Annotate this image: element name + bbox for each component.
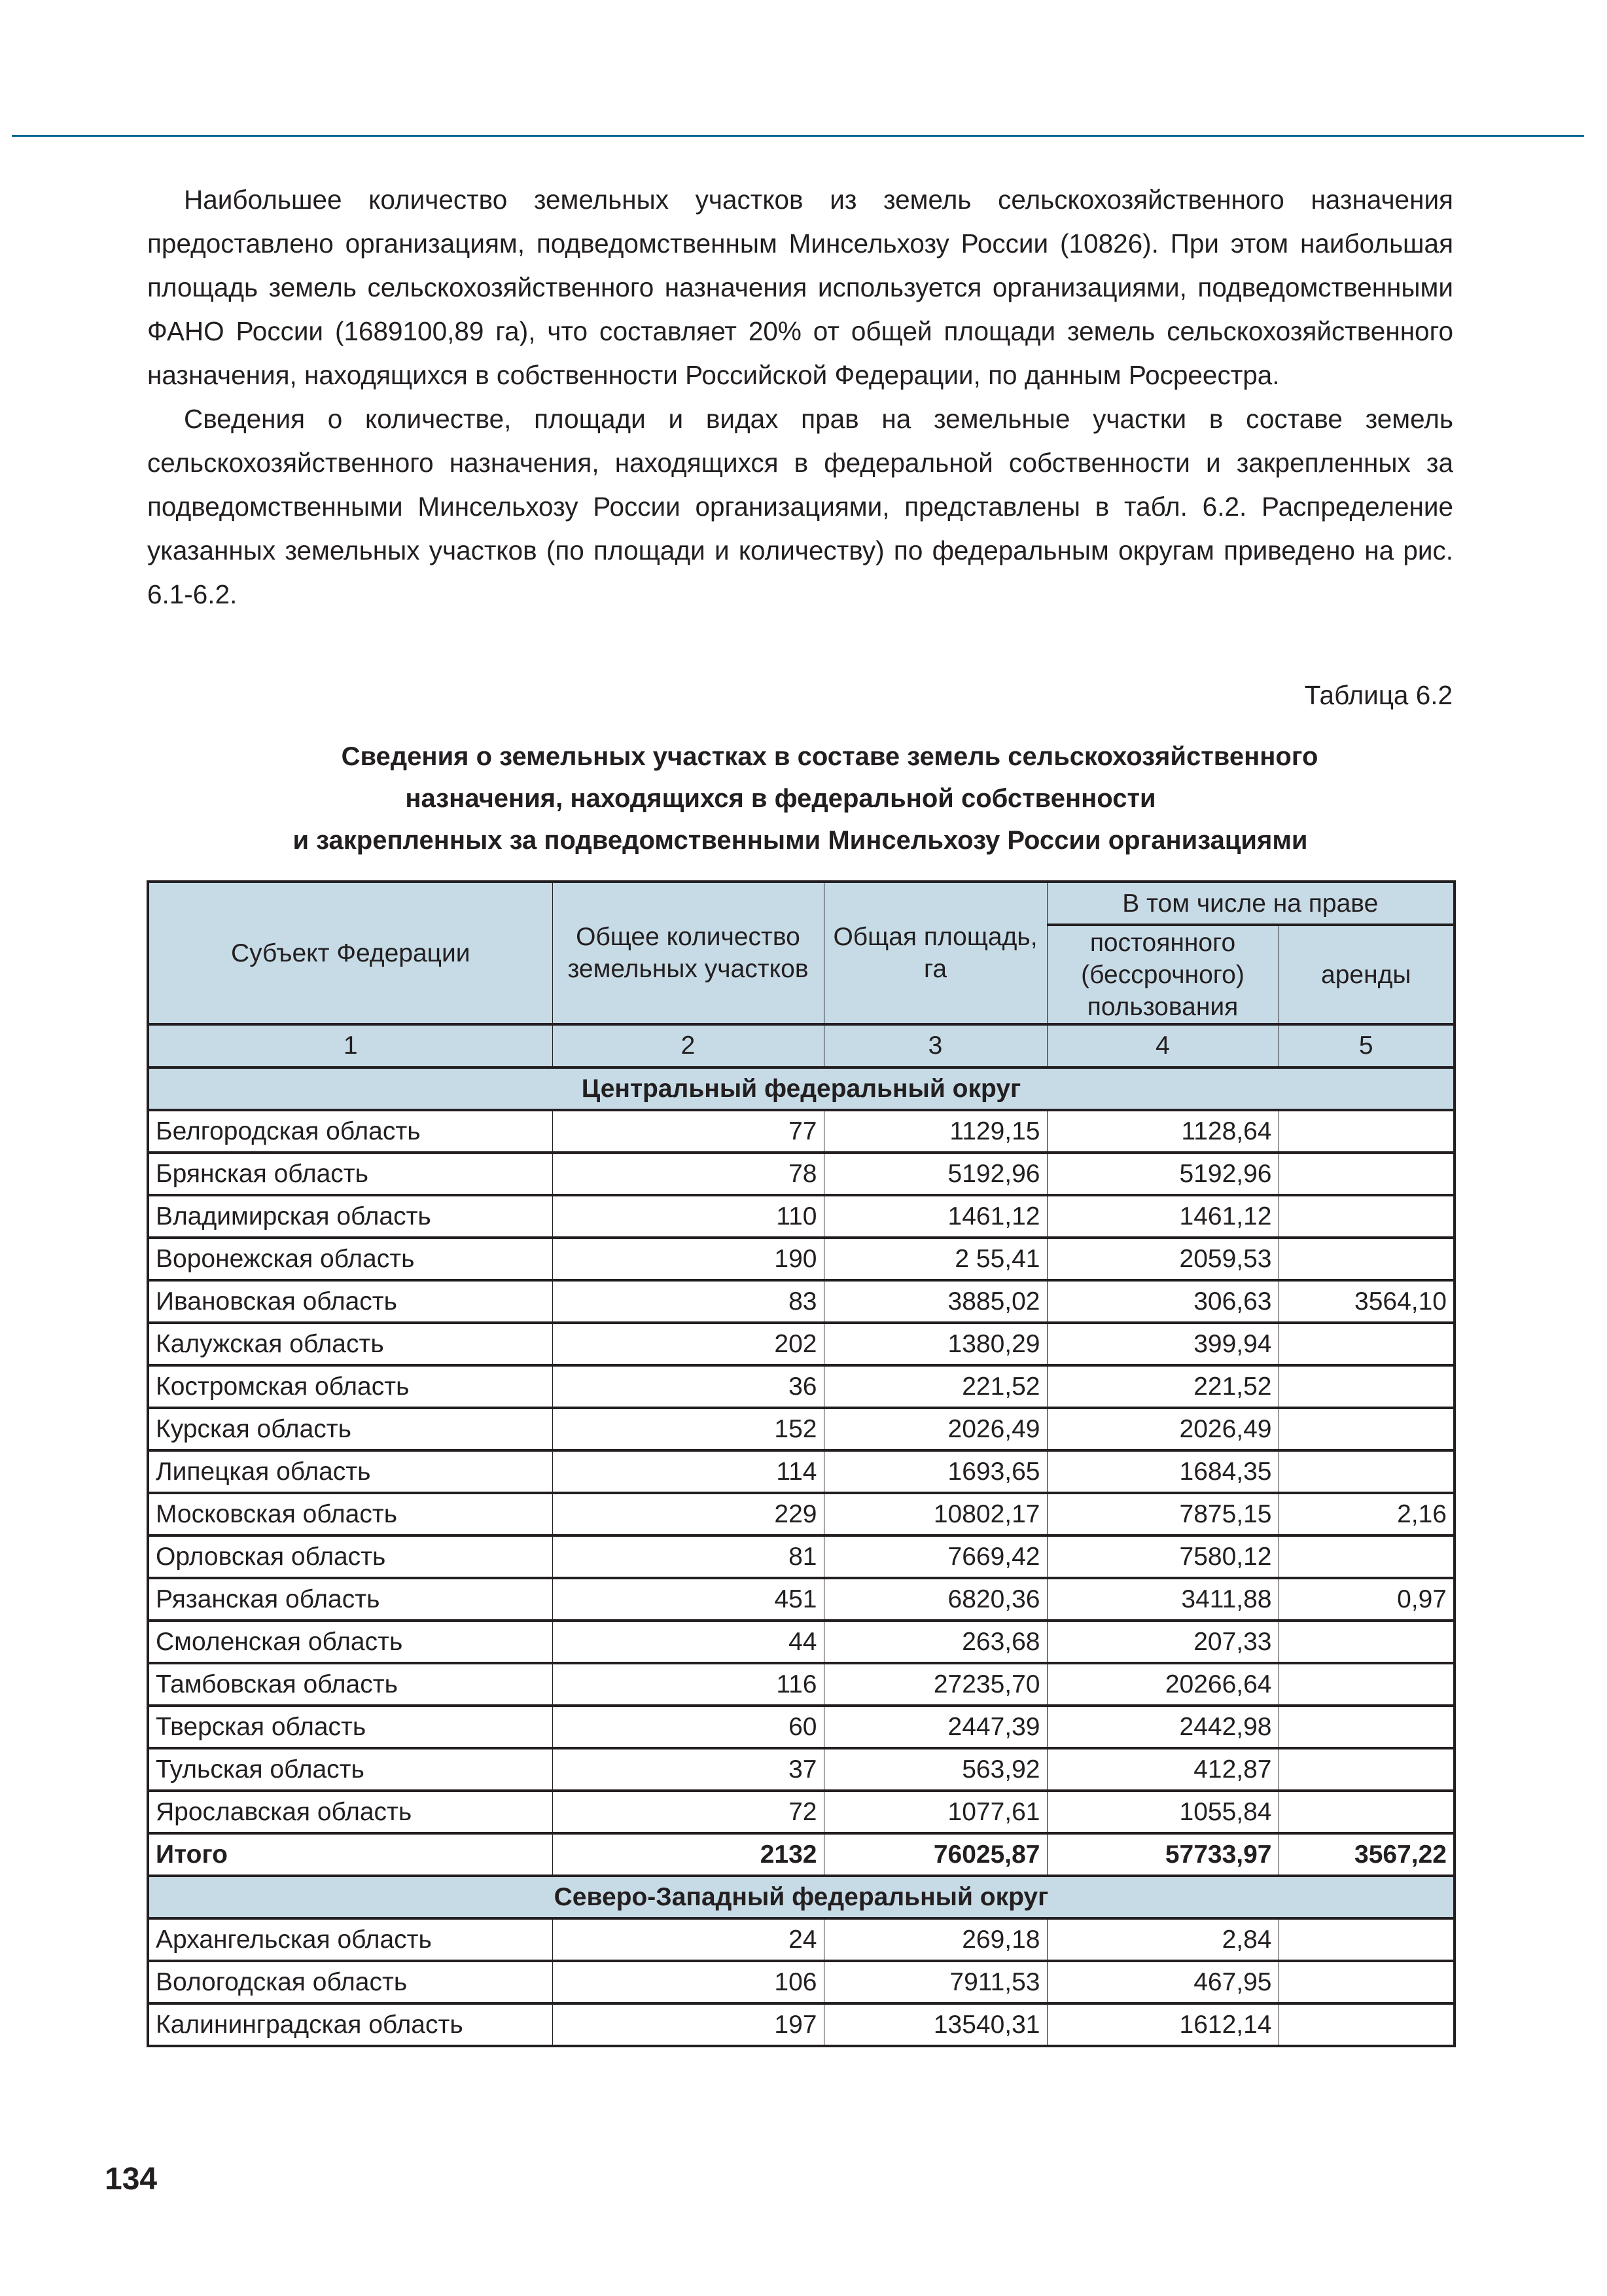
cell-lease [1279,1450,1455,1493]
subject-name: Архангельская область [148,1918,552,1961]
cell-area: 1129,15 [824,1110,1047,1153]
cell-area: 1077,61 [824,1791,1047,1833]
cell-area: 13540,31 [824,2003,1047,2046]
subject-name: Рязанская область [148,1578,552,1621]
subject-name: Курская область [148,1408,552,1450]
section-row [148,1876,1455,1918]
cell-permanent: 57733,97 [1047,1833,1279,1876]
table-row [148,1280,1455,1323]
table-row [148,1493,1455,1535]
cell-count: 60 [552,1706,824,1748]
table-caption-line: и закрепленных за подведомственными Минсельхозу России организациями [292,826,1308,855]
header-permanent-use: постоянного (бессрочного) пользования [1047,925,1279,1024]
cell-permanent: 1461,12 [1047,1195,1279,1238]
cell-lease [1279,2003,1455,2046]
table-row [148,1153,1455,1195]
land-plots-table [147,880,1456,2047]
cell-permanent: 20266,64 [1047,1663,1279,1706]
cell-count: 78 [552,1153,824,1195]
subject-name: Воронежская область [148,1238,552,1280]
cell-permanent: 2,84 [1047,1918,1279,1961]
subject-name: Костромская область [148,1365,552,1408]
table-header [148,882,1455,1067]
cell-area: 2026,49 [824,1408,1047,1450]
table-row [148,1706,1455,1748]
table-body [148,1067,1455,2046]
column-number: 3 [824,1024,1047,1067]
cell-lease [1279,1663,1455,1706]
cell-lease [1279,1153,1455,1195]
subject-name: Орловская область [148,1535,552,1578]
header-rule [12,135,1584,137]
table-row [148,2003,1455,2046]
cell-permanent: 1055,84 [1047,1791,1279,1833]
column-number: 4 [1047,1024,1279,1067]
cell-count: 106 [552,1961,824,2003]
cell-count: 77 [552,1110,824,1153]
cell-permanent: 221,52 [1047,1365,1279,1408]
cell-count: 190 [552,1238,824,1280]
cell-area: 10802,17 [824,1493,1047,1535]
table-row [148,1961,1455,2003]
subject-name: Тамбовская область [148,1663,552,1706]
cell-area: 5192,96 [824,1153,1047,1195]
header-subject: Субъект Федерации [148,882,552,1024]
subject-name: Калужская область [148,1323,552,1365]
cell-permanent: 207,33 [1047,1621,1279,1663]
subject-name: Ярославская область [148,1791,552,1833]
cell-lease: 2,16 [1279,1493,1455,1535]
cell-count: 83 [552,1280,824,1323]
subject-name: Московская область [148,1493,552,1535]
table-caption-line: Сведения о земельных участках в составе земель сельскохозяйственного [341,742,1318,771]
cell-permanent: 412,87 [1047,1748,1279,1791]
table-row [148,1663,1455,1706]
cell-lease: 3567,22 [1279,1833,1455,1876]
column-number: 1 [148,1024,552,1067]
cell-lease [1279,1408,1455,1450]
cell-permanent: 2442,98 [1047,1706,1279,1748]
cell-count: 202 [552,1323,824,1365]
cell-count: 110 [552,1195,824,1238]
cell-area: 3885,02 [824,1280,1047,1323]
body-text [147,178,1453,617]
cell-permanent: 2059,53 [1047,1238,1279,1280]
cell-lease [1279,1961,1455,2003]
cell-permanent: 306,63 [1047,1280,1279,1323]
cell-count: 37 [552,1748,824,1791]
cell-permanent: 1128,64 [1047,1110,1279,1153]
table-row [148,1578,1455,1621]
column-number: 2 [552,1024,824,1067]
cell-count: 24 [552,1918,824,1961]
cell-lease [1279,1918,1455,1961]
cell-permanent: 467,95 [1047,1961,1279,2003]
header-rights-group: В том числе на праве [1047,882,1455,925]
cell-lease [1279,1365,1455,1408]
subject-name: Вологодская область [148,1961,552,2003]
cell-lease: 3564,10 [1279,1280,1455,1323]
cell-lease [1279,1238,1455,1280]
table-row [148,1791,1455,1833]
cell-permanent: 7580,12 [1047,1535,1279,1578]
cell-lease [1279,1535,1455,1578]
cell-permanent: 399,94 [1047,1323,1279,1365]
table-row [148,1110,1455,1153]
cell-area: 7669,42 [824,1535,1047,1578]
cell-permanent: 3411,88 [1047,1578,1279,1621]
header-area: Общая площадь, га [824,882,1047,1024]
cell-count: 36 [552,1365,824,1408]
cell-area: 2447,39 [824,1706,1047,1748]
cell-count: 451 [552,1578,824,1621]
cell-lease: 0,97 [1279,1578,1455,1621]
subject-name: Белгородская область [148,1110,552,1153]
table-row [148,1748,1455,1791]
table-row [148,1621,1455,1663]
cell-count: 2132 [552,1833,824,1876]
table-row [148,1918,1455,1961]
table-row [148,1238,1455,1280]
paragraph: Наибольшее количество земельных участков из земель сельскохозяйственного назначения предоставлено организациям, подведомственным Минсельхозу России (10826). При этом наибольшая площадь земель сельскохозяйственного назначения используется организациями, подведомственными ФАНО России (1689100,89 га), что составляет 20% от общей площади земель сельскохозяйственного назначения, находящихся в собственности Российской Федерации, по данным Росреестра. [147,185,1453,390]
paragraph: Сведения о количестве, площади и видах прав на земельные участки в составе земель сельскохозяйственного назначения, находящихся в федеральной собственности и закрепленных за подведомственными Минсельхозу России организациями, представлены в табл. 6.2. Распределение указанных земельных участков (по площади и количеству) по федеральным округам приведено на рис. 6.1-6.2. [147,404,1453,609]
cell-area: 263,68 [824,1621,1047,1663]
subject-name: Итого [148,1833,552,1876]
cell-lease [1279,1706,1455,1748]
cell-permanent: 2026,49 [1047,1408,1279,1450]
cell-area: 2 55,41 [824,1238,1047,1280]
cell-area: 1380,29 [824,1323,1047,1365]
cell-area: 563,92 [824,1748,1047,1791]
cell-count: 72 [552,1791,824,1833]
cell-count: 81 [552,1535,824,1578]
cell-area: 6820,36 [824,1578,1047,1621]
cell-count: 116 [552,1663,824,1706]
column-number: 5 [1279,1024,1455,1067]
total-row [148,1833,1455,1876]
table-row [148,1365,1455,1408]
cell-count: 197 [552,2003,824,2046]
section-row [148,1067,1455,1110]
cell-area: 27235,70 [824,1663,1047,1706]
cell-lease [1279,1110,1455,1153]
subject-name: Калининградская область [148,2003,552,2046]
section-title: Северо-Западный федеральный округ [148,1876,1455,1918]
cell-permanent: 1684,35 [1047,1450,1279,1493]
table-row [148,1408,1455,1450]
table-row [148,1450,1455,1493]
table-caption [147,736,1453,861]
table-number-label: Таблица 6.2 [1304,680,1453,710]
table-caption-line: назначения, находящихся в федеральной собственности [405,784,1156,813]
subject-name: Ивановская область [148,1280,552,1323]
cell-lease [1279,1195,1455,1238]
cell-permanent: 1612,14 [1047,2003,1279,2046]
subject-name: Тверская область [148,1706,552,1748]
table-row [148,1195,1455,1238]
cell-permanent: 7875,15 [1047,1493,1279,1535]
cell-count: 114 [552,1450,824,1493]
cell-count: 152 [552,1408,824,1450]
subject-name: Тульская область [148,1748,552,1791]
table-row [148,1535,1455,1578]
subject-name: Смоленская область [148,1621,552,1663]
cell-count: 44 [552,1621,824,1663]
cell-lease [1279,1791,1455,1833]
cell-area: 7911,53 [824,1961,1047,2003]
cell-area: 221,52 [824,1365,1047,1408]
cell-lease [1279,1323,1455,1365]
table-row [148,1323,1455,1365]
header-count: Общее количество земельных участков [552,882,824,1024]
cell-lease [1279,1621,1455,1663]
cell-permanent: 5192,96 [1047,1153,1279,1195]
cell-area: 269,18 [824,1918,1047,1961]
cell-area: 1461,12 [824,1195,1047,1238]
cell-area: 1693,65 [824,1450,1047,1493]
subject-name: Владимирская область [148,1195,552,1238]
cell-area: 76025,87 [824,1833,1047,1876]
subject-name: Липецкая область [148,1450,552,1493]
header-lease: аренды [1279,925,1455,1024]
cell-lease [1279,1748,1455,1791]
page-number: 134 [105,2162,158,2197]
subject-name: Брянская область [148,1153,552,1195]
cell-count: 229 [552,1493,824,1535]
section-title: Центральный федеральный округ [148,1067,1455,1110]
